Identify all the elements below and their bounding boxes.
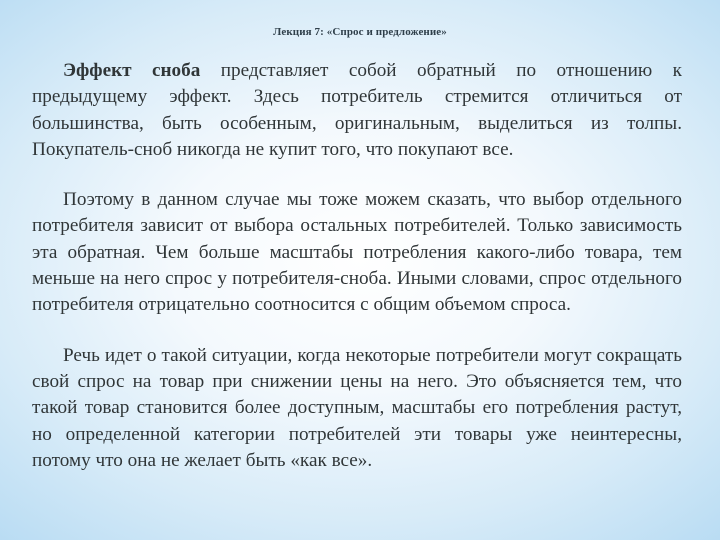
term-snob-effect: Эффект сноба [63,60,201,81]
paragraph-price-decrease: Речь идет о такой ситуации, когда некоторые потребители могут сокращать свой спрос на товар при снижении цены на него. Это объясняется тем, что такой товар становится более доступным, масштабы его потребления растут, но определенной категории потребителей эти товары уже неинтересны, потому что она не желает быть «как все». [32,344,682,471]
paragraph-snob-effect-text: представляет собой обратный по отношению к предыдущему эффект. Здесь потребитель стремится отличиться от большинства, быть особенным, оригинальным, выделиться из толпы. Покупатель-сноб никогда не купит того, что покупают все. [32,60,682,160]
slide-body [32,58,682,474]
paragraph-snob-effect [32,58,682,163]
paragraph-inverse-dependence: Поэтому в данном случае мы тоже можем сказать, что выбор отдельного потребителя зависит от выбора остальных потребителей. Только зависимость эта обратная. Чем больше масштабы потребления какого-либо товара, тем меньше на него спрос у потребителя-сноба. Иными словами, спрос отдельного потребителя отрицательно соотносится с общим объемом спроса. [32,189,682,316]
lecture-title: Лекция 7: «Спрос и предложение» [273,26,447,38]
